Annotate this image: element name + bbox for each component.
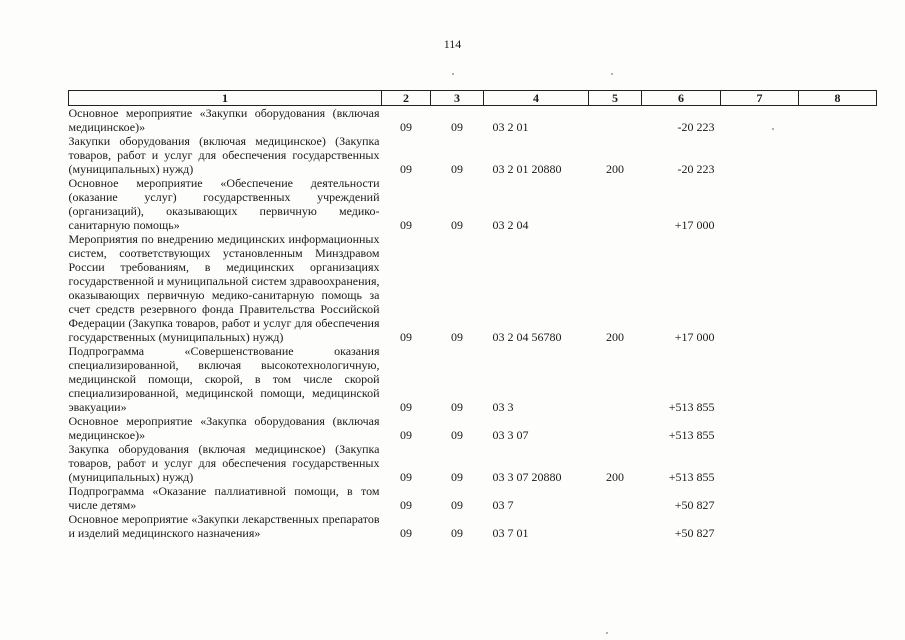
row-target-code: 03 3 07 — [492, 428, 529, 442]
row-target-code: 03 7 01 — [492, 526, 529, 540]
row-col-8 — [799, 484, 877, 512]
row-amount: -20 223 — [677, 120, 715, 134]
header-col-3: 3 — [431, 91, 484, 106]
row-target-code: 03 2 04 — [492, 218, 529, 232]
table-row — [69, 442, 877, 484]
row-name: Подпрограмма «Оказание паллиативной помощи, в том числе детям» — [68, 484, 380, 512]
row-subsection: 09 — [451, 218, 463, 232]
row-col-8 — [799, 134, 877, 176]
row-amount: +17 000 — [674, 330, 715, 344]
row-target-code: 03 2 01 20880 — [492, 162, 562, 176]
row-amount: +50 827 — [674, 498, 715, 512]
row-col-7 — [721, 414, 799, 442]
scan-speck — [611, 73, 613, 75]
row-col-7 — [721, 442, 799, 484]
row-section: 09 — [400, 470, 412, 484]
row-name: Закупка оборудования (включая медицинское) (Закупка товаров, работ и услуг для обеспечения государственных (муниципальных) нужд) — [68, 442, 380, 484]
table-row — [69, 484, 877, 512]
row-subsection: 09 — [451, 526, 463, 540]
row-expense-type: 200 — [606, 162, 624, 176]
row-name: Подпрограмма «Совершенствование оказания специализированной, включая высокотехнологичную, медицинской помощи, скорой, в том числе скорой специализированной, медицинской помощи, медицинской эвакуации» — [68, 344, 380, 414]
row-col-7 — [721, 176, 799, 232]
row-col-8 — [799, 176, 877, 232]
row-subsection: 09 — [451, 120, 463, 134]
scan-speck — [772, 128, 774, 130]
header-col-5: 5 — [589, 91, 642, 106]
row-expense-type — [589, 414, 642, 442]
row-expense-type — [589, 484, 642, 512]
row-expense-type — [589, 512, 642, 540]
table-row — [69, 414, 877, 442]
table-header-row — [69, 91, 877, 106]
row-col-8 — [799, 106, 877, 135]
row-section: 09 — [400, 498, 412, 512]
row-subsection: 09 — [451, 498, 463, 512]
row-subsection: 09 — [451, 400, 463, 414]
row-name: Основное мероприятие «Закупки лекарственных препаратов и изделий медицинского назначения» — [68, 512, 380, 540]
header-col-8: 8 — [799, 91, 877, 106]
row-col-7 — [721, 106, 799, 135]
row-expense-type — [589, 106, 642, 135]
row-section: 09 — [400, 400, 412, 414]
row-col-7 — [721, 512, 799, 540]
row-amount: -20 223 — [677, 162, 715, 176]
header-col-2: 2 — [382, 91, 431, 106]
table-row — [69, 344, 877, 414]
row-expense-type: 200 — [606, 330, 624, 344]
row-subsection: 09 — [451, 428, 463, 442]
row-expense-type — [589, 176, 642, 232]
row-col-8 — [799, 344, 877, 414]
header-col-1: 1 — [69, 91, 382, 106]
row-section: 09 — [400, 330, 412, 344]
table-row — [69, 106, 877, 135]
budget-table — [68, 90, 877, 540]
row-col-7 — [721, 344, 799, 414]
row-col-8 — [799, 442, 877, 484]
row-amount: +513 855 — [668, 428, 715, 442]
row-target-code: 03 3 07 20880 — [492, 470, 562, 484]
row-target-code: 03 2 04 56780 — [492, 330, 562, 344]
row-name: Мероприятия по внедрению медицинских информационных систем, соответствующих установленным Минздравом России требованиям, в медицинских организациях государственной и муниципальной систем здравоохранения, оказывающих первичную медико-санитарную помощь за счет средств резервного фонда Правительства Российской Федерации (Закупка товаров, работ и услуг для обеспечения государственных (муниципальных) нужд) — [68, 232, 380, 344]
row-subsection: 09 — [451, 162, 463, 176]
row-amount: +17 000 — [674, 218, 715, 232]
row-section: 09 — [400, 428, 412, 442]
row-col-7 — [721, 134, 799, 176]
row-section: 09 — [400, 120, 412, 134]
row-col-8 — [799, 512, 877, 540]
row-name: Основное мероприятие «Обеспечение деятельности (оказание услуг) государственных учреждений (организаций), оказывающих первичную медико-санитарную помощь» — [68, 176, 380, 232]
row-name: Основное мероприятие «Закупка оборудования (включая медицинское)» — [68, 414, 380, 442]
row-col-7 — [721, 484, 799, 512]
page-number: 114 — [443, 37, 462, 51]
row-col-8 — [799, 232, 877, 344]
row-amount: +513 855 — [668, 400, 715, 414]
row-section: 09 — [400, 218, 412, 232]
table-row — [69, 176, 877, 232]
row-col-7 — [721, 232, 799, 344]
row-amount: +513 855 — [668, 470, 715, 484]
row-col-8 — [799, 414, 877, 442]
table-row — [69, 134, 877, 176]
scan-speck — [452, 73, 454, 75]
row-name: Основное мероприятие «Закупки оборудования (включая медицинское)» — [68, 106, 380, 134]
row-section: 09 — [400, 526, 412, 540]
row-expense-type: 200 — [606, 470, 624, 484]
row-name: Закупки оборудования (включая медицинское) (Закупка товаров, работ и услуг для обеспечения государственных (муниципальных) нужд) — [68, 134, 380, 176]
row-target-code: 03 2 01 — [492, 120, 529, 134]
header-col-6: 6 — [642, 91, 721, 106]
header-col-4: 4 — [484, 91, 589, 106]
table-row — [69, 232, 877, 344]
row-target-code: 03 3 — [492, 400, 514, 414]
row-section: 09 — [400, 162, 412, 176]
scan-speck — [606, 632, 608, 634]
row-amount: +50 827 — [674, 526, 715, 540]
table-row — [69, 512, 877, 540]
row-subsection: 09 — [451, 470, 463, 484]
row-target-code: 03 7 — [492, 498, 514, 512]
header-col-7: 7 — [721, 91, 799, 106]
row-expense-type — [589, 344, 642, 414]
row-subsection: 09 — [451, 330, 463, 344]
